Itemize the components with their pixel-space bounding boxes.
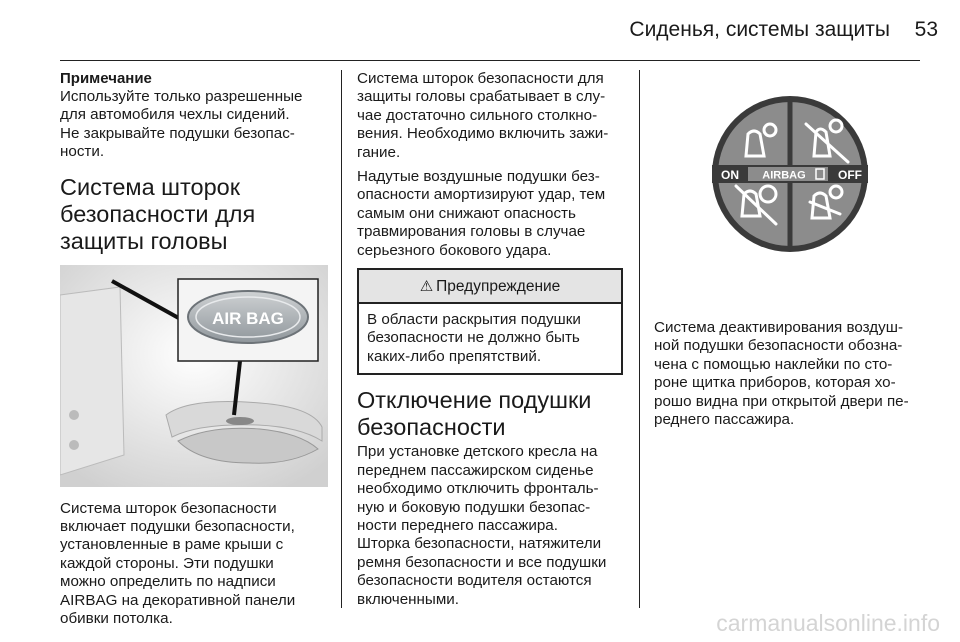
body-line: Система шторок безопасности для — [357, 70, 604, 87]
col3-caption — [654, 319, 924, 429]
warning-line: каких-либо препятствий. — [367, 347, 542, 365]
col2-para-1 — [357, 70, 623, 162]
airbag-deactivation-sticker — [664, 94, 916, 254]
page-header-title: Сиденья, системы защиты — [629, 18, 890, 41]
section-heading-deactivation — [357, 387, 623, 441]
body-line: Надутые воздушные подушки без- — [357, 168, 600, 186]
heading-line: Система шторок — [60, 173, 241, 200]
caption-line: роне щитка приборов, которая хо- — [654, 374, 896, 392]
warning-title: Предупреждение — [436, 278, 561, 296]
section-heading-head-curtain — [60, 174, 328, 255]
watermark: carmanualsonline.info — [716, 610, 940, 636]
body-line: включенными. — [357, 590, 459, 608]
caption-line: Система деактивирования воздуш- — [654, 319, 903, 336]
col2-para-2 — [357, 168, 623, 260]
caption-line: рошо видна при открытой двери пе- — [654, 392, 909, 410]
airbag-word: AIRBAG — [60, 591, 118, 609]
body-line: на декоративной панели — [121, 591, 296, 609]
column-divider — [639, 70, 640, 608]
body-line: ности переднего пассажира. — [357, 516, 558, 534]
body-line: вения. Необходимо включить зажи- — [357, 125, 609, 143]
heading-line: безопасности — [357, 414, 506, 441]
body-line: серьезного бокового удара. — [357, 241, 552, 259]
body-line: включает подушки безопасности, — [60, 518, 295, 536]
caption-line: ной подушки безопасности обозна- — [654, 337, 903, 355]
caption-line: реднего пассажира. — [654, 411, 795, 429]
sticker-off-label: OFF — [838, 168, 862, 182]
heading-line: защиты головы — [60, 227, 228, 254]
body-line: установленные в раме крыши с — [60, 536, 284, 554]
column-3 — [654, 70, 924, 429]
body-line: опасности амортизируют удар, тем — [357, 186, 606, 204]
roof-airbag-illustration — [60, 265, 328, 487]
sticker-airbag-label: AIRBAG — [762, 169, 806, 182]
body-line: безопасности водителя остаются — [357, 572, 592, 590]
heading-line: безопасности для — [60, 200, 256, 227]
body-line: обивки потолка. — [60, 610, 173, 628]
body-line: гание. — [357, 143, 401, 161]
body-line: травмирования головы в случае — [357, 223, 586, 241]
body-line: необходимо отключить фронталь- — [357, 480, 599, 498]
col1-body-text — [60, 500, 328, 629]
airbag-emblem-text: AIR BAG — [212, 308, 284, 328]
warning-line: В области раскрытия подушки — [367, 311, 581, 329]
note-line: Не закрывайте подушки безопас- — [60, 124, 295, 142]
caption-line: чена с помощью наклейки по сто- — [654, 355, 893, 373]
body-line: переднем пассажирском сиденье — [357, 461, 594, 479]
page-number: 53 — [914, 18, 938, 41]
column-1 — [60, 70, 328, 628]
note-line: для автомобиля чехлы сидений. — [60, 106, 290, 124]
note-line: ности. — [60, 143, 105, 161]
body-line: можно определить по надписи — [60, 573, 276, 591]
header-rule — [60, 60, 920, 61]
body-line: Система шторок безопасности — [60, 499, 277, 517]
warning-triangle-icon: ⚠ — [419, 278, 434, 296]
body-line: Шторка безопасности, натяжители — [357, 535, 602, 553]
body-line: чае достаточно сильного столкно- — [357, 106, 598, 124]
sticker-on-label: ON — [721, 168, 739, 182]
heading-line: Отключение подушки — [357, 387, 592, 414]
column-divider — [341, 70, 342, 608]
body-line: ремня безопасности и все подушки — [357, 553, 607, 571]
warning-text — [359, 304, 621, 373]
body-line: самым они снижают опасность — [357, 204, 576, 222]
warning-header — [359, 270, 621, 304]
col2-para-3 — [357, 443, 623, 609]
warning-line: безопасности не должно быть — [367, 329, 580, 347]
note-title: Примечание — [60, 70, 152, 87]
body-line: ную и боковую подушки безопас- — [357, 498, 591, 516]
warning-box — [357, 268, 623, 375]
note-line: Используйте только разрешенные — [60, 88, 303, 105]
body-line: При установке детского кресла на — [357, 443, 598, 461]
body-line: защиты головы срабатывает в слу- — [357, 88, 606, 106]
column-2 — [357, 70, 623, 609]
body-line: каждой стороны. Эти подушки — [60, 554, 274, 572]
note-text — [60, 88, 328, 162]
